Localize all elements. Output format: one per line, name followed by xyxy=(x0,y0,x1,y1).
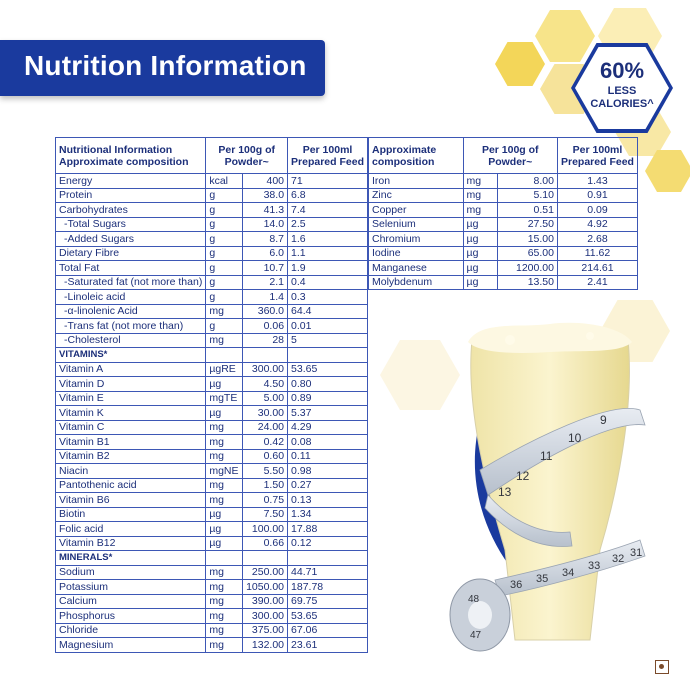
nutrition-table-right xyxy=(368,137,638,290)
value-per-100ml: 0.09 xyxy=(557,203,637,218)
nutrient-name: Pantothenic acid xyxy=(56,478,206,493)
table-row xyxy=(369,203,638,218)
value-per-100g: 8.00 xyxy=(498,174,558,189)
nutrient-unit: mg xyxy=(206,478,243,493)
nutrient-unit: µg xyxy=(206,377,243,392)
value-per-100ml: 1.34 xyxy=(288,507,368,522)
value-per-100ml: 0.98 xyxy=(288,464,368,479)
nutrient-unit: mg xyxy=(206,609,243,624)
value-per-100ml: 1.6 xyxy=(288,232,368,247)
veg-mark-icon xyxy=(655,660,669,674)
header-text: Per 100ml xyxy=(302,143,353,156)
header-text: Approximate composition xyxy=(59,155,189,168)
table-row xyxy=(56,536,368,551)
table-row xyxy=(56,449,368,464)
nutrient-unit: mg xyxy=(206,304,243,319)
nutrient-name: Calcium xyxy=(56,594,206,609)
table-row xyxy=(56,188,368,203)
value-per-100g: 5.10 xyxy=(498,188,558,203)
table-row xyxy=(56,174,368,189)
value-per-100g: 24.00 xyxy=(243,420,288,435)
value-per-100ml: 7.4 xyxy=(288,203,368,218)
value-per-100g: 65.00 xyxy=(498,246,558,261)
value-per-100ml: 1.9 xyxy=(288,261,368,276)
value-per-100ml: 1.43 xyxy=(557,174,637,189)
nutrient-unit: mg xyxy=(206,493,243,508)
header-composition xyxy=(56,138,206,174)
tape-mark: 31 xyxy=(630,547,643,559)
nutrient-unit: g xyxy=(206,203,243,218)
hex-decoration xyxy=(645,150,690,192)
value-per-100ml: 53.65 xyxy=(288,362,368,377)
value-per-100ml: 0.11 xyxy=(288,449,368,464)
value-per-100ml: 0.91 xyxy=(557,188,637,203)
value-per-100g: 375.00 xyxy=(243,623,288,638)
badge-line-2: CALORIES^ xyxy=(590,98,654,110)
nutrient-name: Chromium xyxy=(369,232,464,247)
value-per-100g: 1050.00 xyxy=(243,580,288,595)
value-per-100g: 13.50 xyxy=(498,275,558,290)
nutrient-unit: g xyxy=(206,217,243,232)
empty-cell xyxy=(243,348,288,363)
section-row xyxy=(56,348,368,363)
nutrient-name: -Total Sugars xyxy=(56,217,206,232)
nutrient-unit: mg xyxy=(206,638,243,653)
nutrient-unit: g xyxy=(206,188,243,203)
value-per-100ml: 214.61 xyxy=(557,261,637,276)
tape-mark: 33 xyxy=(588,560,601,572)
nutrient-name: -Trans fat (not more than) xyxy=(56,319,206,334)
nutrient-unit: kcal xyxy=(206,174,243,189)
nutrient-name: -α-linolenic Acid xyxy=(56,304,206,319)
nutrient-unit: µg xyxy=(463,275,498,290)
shake-glass-illustration xyxy=(440,320,660,660)
nutrient-name: Vitamin A xyxy=(56,362,206,377)
empty-cell xyxy=(206,551,243,566)
section-heading: VITAMINS* xyxy=(56,348,206,363)
value-per-100ml: 0.80 xyxy=(288,377,368,392)
value-per-100ml: 0.27 xyxy=(288,478,368,493)
table-row xyxy=(56,565,368,580)
table-row xyxy=(56,580,368,595)
value-per-100ml: 2.5 xyxy=(288,217,368,232)
nutrient-name: Carbohydrates xyxy=(56,203,206,218)
nutrient-unit: mg xyxy=(206,420,243,435)
value-per-100ml: 17.88 xyxy=(288,522,368,537)
header-text: Per 100g of xyxy=(218,143,275,156)
table-row xyxy=(56,304,368,319)
value-per-100g: 1200.00 xyxy=(498,261,558,276)
value-per-100g: 8.7 xyxy=(243,232,288,247)
nutrient-name: Vitamin E xyxy=(56,391,206,406)
tape-roll-core-icon xyxy=(468,601,492,629)
table-row xyxy=(56,246,368,261)
tape-mark: 48 xyxy=(468,594,480,605)
value-per-100g: 390.00 xyxy=(243,594,288,609)
nutrient-name: Copper xyxy=(369,203,464,218)
nutrient-unit: g xyxy=(206,232,243,247)
nutrient-name: Chloride xyxy=(56,623,206,638)
header-text: Per 100g of xyxy=(481,143,539,156)
tape-mark: 10 xyxy=(568,431,582,445)
nutrient-name: Dietary Fibre xyxy=(56,246,206,261)
page-title: Nutrition Information xyxy=(24,50,307,81)
header-per-100ml xyxy=(557,138,637,174)
table-row xyxy=(56,333,368,348)
nutrient-unit: mg xyxy=(463,188,498,203)
empty-cell xyxy=(206,348,243,363)
nutrient-name: Folic acid xyxy=(56,522,206,537)
value-per-100ml: 11.62 xyxy=(557,246,637,261)
table-row xyxy=(369,275,638,290)
nutrient-name: Vitamin B12 xyxy=(56,536,206,551)
bubble-icon xyxy=(586,332,594,340)
table-row xyxy=(56,290,368,305)
table-row xyxy=(56,464,368,479)
table-row xyxy=(56,507,368,522)
nutrient-name: -Saturated fat (not more than) xyxy=(56,275,206,290)
nutrient-name: -Added Sugars xyxy=(56,232,206,247)
value-per-100ml: 69.75 xyxy=(288,594,368,609)
nutrient-unit: g xyxy=(206,246,243,261)
value-per-100ml: 0.3 xyxy=(288,290,368,305)
tape-mark: 47 xyxy=(470,630,482,641)
header-text: Prepared Feed xyxy=(291,155,364,168)
table-row xyxy=(369,174,638,189)
table-row xyxy=(56,493,368,508)
hex-decoration xyxy=(495,42,545,86)
nutrient-name: Selenium xyxy=(369,217,464,232)
nutrient-unit: mg xyxy=(463,203,498,218)
value-per-100ml: 1.1 xyxy=(288,246,368,261)
value-per-100g: 132.00 xyxy=(243,638,288,653)
table-row xyxy=(56,362,368,377)
value-per-100g: 0.42 xyxy=(243,435,288,450)
value-per-100g: 300.00 xyxy=(243,362,288,377)
table-row xyxy=(56,275,368,290)
hex-decoration xyxy=(535,10,595,62)
value-per-100g: 1.4 xyxy=(243,290,288,305)
nutrient-unit: µg xyxy=(463,217,498,232)
value-per-100g: 0.51 xyxy=(498,203,558,218)
value-per-100ml: 23.61 xyxy=(288,638,368,653)
value-per-100g: 100.00 xyxy=(243,522,288,537)
header-text: Powder~ xyxy=(224,155,269,168)
nutrient-name: Iron xyxy=(369,174,464,189)
tape-mark: 9 xyxy=(600,413,607,427)
table-row xyxy=(56,406,368,421)
table-row xyxy=(56,420,368,435)
header-text: Approximate xyxy=(372,143,437,156)
value-per-100ml: 4.29 xyxy=(288,420,368,435)
value-per-100ml: 0.08 xyxy=(288,435,368,450)
nutrient-unit: µg xyxy=(463,261,498,276)
value-per-100g: 7.50 xyxy=(243,507,288,522)
header-text: composition xyxy=(372,155,435,168)
value-per-100ml: 64.4 xyxy=(288,304,368,319)
value-per-100ml: 71 xyxy=(288,174,368,189)
value-per-100g: 0.66 xyxy=(243,536,288,551)
nutrient-name: Vitamin K xyxy=(56,406,206,421)
value-per-100ml: 187.78 xyxy=(288,580,368,595)
tape-mark: 32 xyxy=(612,553,625,565)
value-per-100ml: 53.65 xyxy=(288,609,368,624)
nutrient-name: Biotin xyxy=(56,507,206,522)
value-per-100g: 14.0 xyxy=(243,217,288,232)
header-text: Powder~ xyxy=(488,155,533,168)
nutrient-unit: mgNE xyxy=(206,464,243,479)
nutrient-name: Iodine xyxy=(369,246,464,261)
nutrition-table-left xyxy=(55,137,368,653)
title-banner xyxy=(0,40,325,96)
nutrient-name: Vitamin D xyxy=(56,377,206,392)
badge-line-1: LESS xyxy=(607,85,637,97)
tape-mark: 35 xyxy=(536,573,549,585)
value-per-100ml: 0.89 xyxy=(288,391,368,406)
value-per-100ml: 0.4 xyxy=(288,275,368,290)
header-text: Per 100ml xyxy=(572,143,623,156)
nutrient-name: -Cholesterol xyxy=(56,333,206,348)
nutrient-unit: mg xyxy=(206,565,243,580)
table-row xyxy=(56,609,368,624)
header-per-100g xyxy=(463,138,557,174)
nutrient-unit: µg xyxy=(206,507,243,522)
value-per-100g: 0.06 xyxy=(243,319,288,334)
value-per-100g: 360.0 xyxy=(243,304,288,319)
tape-mark: 12 xyxy=(516,469,530,483)
table-header-row xyxy=(369,138,638,174)
nutrient-unit: g xyxy=(206,319,243,334)
header-text: Nutritional Information xyxy=(59,143,173,156)
value-per-100g: 27.50 xyxy=(498,217,558,232)
tape-mark: 34 xyxy=(562,567,575,579)
table-row xyxy=(56,623,368,638)
tape-mark: 36 xyxy=(510,579,523,591)
nutrient-name: -Linoleic acid xyxy=(56,290,206,305)
table-row xyxy=(56,638,368,653)
nutrient-name: Zinc xyxy=(369,188,464,203)
value-per-100g: 28 xyxy=(243,333,288,348)
nutrient-name: Sodium xyxy=(56,565,206,580)
header-per-100g xyxy=(206,138,288,174)
table-row xyxy=(369,232,638,247)
value-per-100g: 6.0 xyxy=(243,246,288,261)
table-row xyxy=(56,377,368,392)
section-heading: MINERALS* xyxy=(56,551,206,566)
nutrient-unit: µg xyxy=(206,536,243,551)
value-per-100g: 10.7 xyxy=(243,261,288,276)
nutrient-unit: µg xyxy=(206,522,243,537)
value-per-100ml: 2.41 xyxy=(557,275,637,290)
table-row xyxy=(56,261,368,276)
nutrient-name: Vitamin B6 xyxy=(56,493,206,508)
table-row xyxy=(369,261,638,276)
nutrient-unit: g xyxy=(206,275,243,290)
nutrient-unit: g xyxy=(206,261,243,276)
table-row xyxy=(369,217,638,232)
value-per-100ml: 0.01 xyxy=(288,319,368,334)
nutrient-name: Vitamin B2 xyxy=(56,449,206,464)
value-per-100ml: 4.92 xyxy=(557,217,637,232)
nutrient-unit: mg xyxy=(463,174,498,189)
foam-icon xyxy=(468,323,632,353)
tape-mark: 13 xyxy=(498,485,512,499)
nutrient-name: Phosphorus xyxy=(56,609,206,624)
table-row xyxy=(56,594,368,609)
value-per-100g: 0.60 xyxy=(243,449,288,464)
value-per-100g: 2.1 xyxy=(243,275,288,290)
value-per-100ml: 67.06 xyxy=(288,623,368,638)
header-composition xyxy=(369,138,464,174)
value-per-100g: 300.00 xyxy=(243,609,288,624)
table-row xyxy=(56,232,368,247)
value-per-100g: 250.00 xyxy=(243,565,288,580)
nutrient-name: Energy xyxy=(56,174,206,189)
value-per-100ml: 0.12 xyxy=(288,536,368,551)
section-row xyxy=(56,551,368,566)
tape-mark: 11 xyxy=(540,449,553,463)
nutrient-unit: mg xyxy=(206,594,243,609)
value-per-100ml: 5.37 xyxy=(288,406,368,421)
nutrient-name: Total Fat xyxy=(56,261,206,276)
empty-cell xyxy=(243,551,288,566)
empty-cell xyxy=(288,348,368,363)
table-row xyxy=(56,522,368,537)
nutrient-name: Vitamin B1 xyxy=(56,435,206,450)
table-row xyxy=(56,435,368,450)
nutrient-unit: µg xyxy=(463,246,498,261)
nutrient-unit: mg xyxy=(206,580,243,595)
nutrient-unit: g xyxy=(206,290,243,305)
nutrient-name: Niacin xyxy=(56,464,206,479)
nutrient-unit: mg xyxy=(206,435,243,450)
empty-cell xyxy=(288,551,368,566)
nutrient-name: Manganese xyxy=(369,261,464,276)
nutrient-unit: mg xyxy=(206,333,243,348)
value-per-100g: 4.50 xyxy=(243,377,288,392)
table-header-row xyxy=(56,138,368,174)
nutrient-unit: mg xyxy=(206,623,243,638)
table-row xyxy=(56,203,368,218)
value-per-100ml: 44.71 xyxy=(288,565,368,580)
table-row xyxy=(369,188,638,203)
header-text: Prepared Feed xyxy=(561,155,634,168)
value-per-100g: 15.00 xyxy=(498,232,558,247)
nutrient-unit: µg xyxy=(206,406,243,421)
nutrient-unit: mg xyxy=(206,449,243,464)
nutrient-unit: µgRE xyxy=(206,362,243,377)
nutrient-name: Molybdenum xyxy=(369,275,464,290)
table-row xyxy=(56,391,368,406)
value-per-100g: 1.50 xyxy=(243,478,288,493)
value-per-100ml: 2.68 xyxy=(557,232,637,247)
table-row xyxy=(56,217,368,232)
value-per-100g: 5.00 xyxy=(243,391,288,406)
table-row xyxy=(56,478,368,493)
nutrient-name: Vitamin C xyxy=(56,420,206,435)
value-per-100g: 400 xyxy=(243,174,288,189)
value-per-100g: 38.0 xyxy=(243,188,288,203)
badge-percent: 60% xyxy=(599,58,645,83)
nutrient-name: Magnesium xyxy=(56,638,206,653)
table-row xyxy=(369,246,638,261)
value-per-100g: 5.50 xyxy=(243,464,288,479)
value-per-100ml: 0.13 xyxy=(288,493,368,508)
value-per-100ml: 6.8 xyxy=(288,188,368,203)
nutrient-name: Protein xyxy=(56,188,206,203)
value-per-100ml: 5 xyxy=(288,333,368,348)
value-per-100g: 30.00 xyxy=(243,406,288,421)
bubble-icon xyxy=(505,335,515,345)
header-per-100ml xyxy=(288,138,368,174)
nutrient-unit: µg xyxy=(463,232,498,247)
value-per-100g: 0.75 xyxy=(243,493,288,508)
table-row xyxy=(56,319,368,334)
nutrient-name: Potassium xyxy=(56,580,206,595)
value-per-100g: 41.3 xyxy=(243,203,288,218)
nutrient-unit: mgTE xyxy=(206,391,243,406)
